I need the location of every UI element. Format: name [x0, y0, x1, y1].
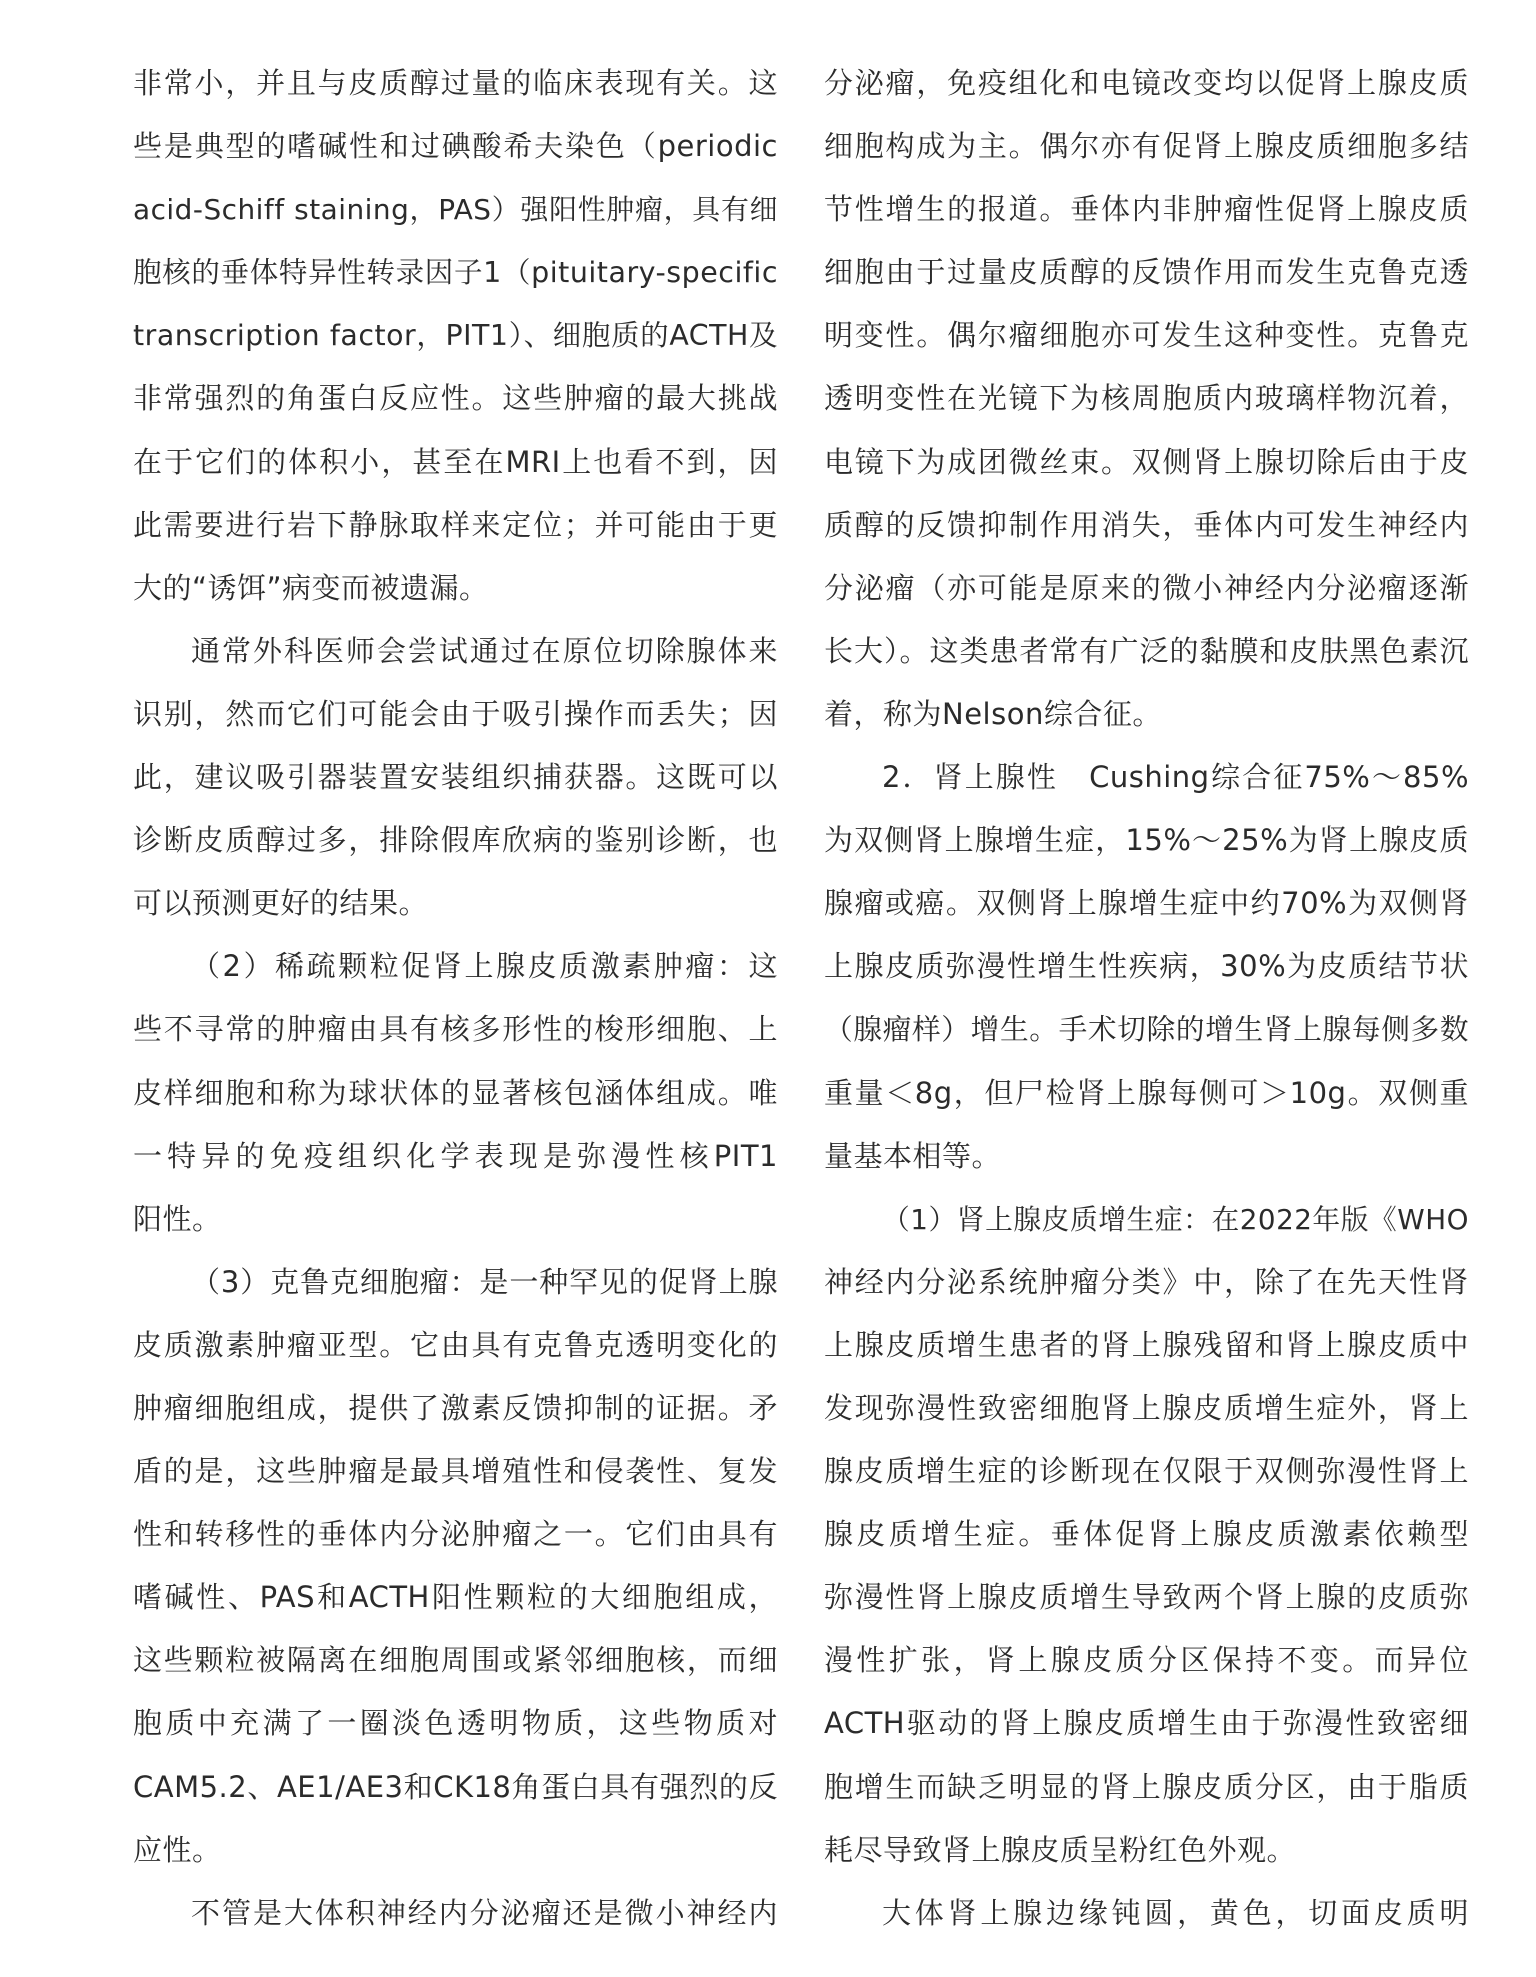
text-line: 长大）。这类患者常有广泛的黏膜和皮肤黑色素沉 [824, 633, 1469, 668]
text-line: acid-Schiff staining，PAS）强阳性肿瘤，具有细 [133, 193, 778, 227]
text-line: 嗜碱性、PAS和ACTH阳性颗粒的大细胞组成， [133, 1580, 778, 1615]
text-line: 通常外科医师会尝试通过在原位切除腺体来 [191, 633, 778, 668]
text-line: 节性增生的报道。垂体内非肿瘤性促肾上腺皮质 [824, 192, 1469, 227]
text-line: 识别，然而它们可能会由于吸引操作而丢失；因 [133, 696, 778, 731]
text-line: 上腺皮质增生患者的肾上腺残留和肾上腺皮质中 [824, 1327, 1469, 1362]
text-line: transcription factor，PIT1）、细胞质的ACTH及 [133, 319, 778, 353]
text-line: 非常小，并且与皮质醇过量的临床表现有关。这 [133, 66, 778, 100]
text-line: 肿瘤细胞组成，提供了激素反馈抑制的证据。矛 [133, 1390, 778, 1425]
text-line: 细胞构成为主。偶尔亦有促肾上腺皮质细胞多结 [824, 129, 1469, 164]
text-line: 胞质中充满了一圈淡色透明物质，这些物质对 [133, 1706, 778, 1741]
text-line: 分泌瘤（亦可能是原来的微小神经内分泌瘤逐渐 [824, 570, 1469, 605]
text-line: 质醇的反馈抑制作用消失，垂体内可发生神经内 [824, 507, 1469, 542]
text-line: 些是典型的嗜碱性和过碘酸希夫染色（periodic [133, 129, 778, 164]
text-line: 诊断皮质醇过多，排除假库欣病的鉴别诊断，也 [133, 823, 778, 858]
text-line: 可以预测更好的结果。 [133, 886, 429, 921]
text-line: 应性。 [133, 1832, 222, 1867]
text-line: 这些颗粒被隔离在细胞周围或紧邻细胞核，而细 [133, 1643, 778, 1678]
text-line: 量基本相等。 [824, 1138, 1002, 1173]
text-line: 些不寻常的肿瘤由具有核多形性的梭形细胞、上 [133, 1012, 778, 1047]
text-line: ACTH驱动的肾上腺皮质增生由于弥漫性致密细 [824, 1706, 1469, 1741]
text-line: 阳性。 [133, 1201, 222, 1236]
text-line: （腺瘤样）增生。手术切除的增生肾上腺每侧多数 [824, 1012, 1469, 1047]
text-line: 电镜下为成团微丝束。双侧肾上腺切除后由于皮 [824, 444, 1469, 479]
text-line: （2）稀疏颗粒促肾上腺皮质激素肿瘤：这 [191, 949, 778, 984]
text-line: 皮样细胞和称为球状体的显著核包涵体组成。唯 [133, 1075, 778, 1110]
text-line: 此，建议吸引器装置安装组织捕获器。这既可以 [133, 760, 778, 795]
text-line: 2．肾上腺性 Cushing综合征75%～85% [882, 760, 1469, 795]
text-line: 胞增生而缺乏明显的肾上腺皮质分区，由于脂质 [824, 1769, 1469, 1804]
text-line: 着，称为Nelson综合征。 [824, 696, 1162, 731]
text-line: 漫性扩张，肾上腺皮质分区保持不变。而异位 [824, 1643, 1469, 1678]
right-text-column [824, 52, 1469, 1945]
text-line: 透明变性在光镜下为核周胞质内玻璃样物沉着， [824, 381, 1469, 416]
text-line: 腺皮质增生症。垂体促肾上腺皮质激素依赖型 [824, 1517, 1469, 1552]
text-line: 在于它们的体积小，甚至在MRI上也看不到，因 [133, 444, 778, 479]
text-line: 大的“诱饵”病变而被遗漏。 [133, 570, 489, 605]
text-line: 发现弥漫性致密细胞肾上腺皮质增生症外，肾上 [824, 1390, 1469, 1425]
text-line: （3）克鲁克细胞瘤：是一种罕见的促肾上腺 [191, 1264, 778, 1299]
text-line: 神经内分泌系统肿瘤分类》中，除了在先天性肾 [824, 1264, 1469, 1299]
text-line: 皮质激素肿瘤亚型。它由具有克鲁克透明变化的 [133, 1327, 778, 1362]
text-line: 腺皮质增生症的诊断现在仅限于双侧弥漫性肾上 [824, 1454, 1469, 1489]
text-line: 大体肾上腺边缘钝圆，黄色，切面皮质明 [882, 1895, 1469, 1930]
text-line: 不管是大体积神经内分泌瘤还是微小神经内 [191, 1895, 778, 1930]
text-line: 一特异的免疫组织化学表现是弥漫性核PIT1 [133, 1138, 778, 1173]
left-text-column [133, 52, 778, 1945]
text-line: 为双侧肾上腺增生症，15%～25%为肾上腺皮质 [824, 823, 1469, 858]
text-line: 此需要进行岩下静脉取样来定位；并可能由于更 [133, 507, 778, 542]
text-line: 耗尽导致肾上腺皮质呈粉红色外观。 [824, 1832, 1297, 1867]
text-line: 性和转移性的垂体内分泌肿瘤之一。它们由具有 [133, 1517, 778, 1552]
text-line: 分泌瘤，免疫组化和电镜改变均以促肾上腺皮质 [824, 66, 1469, 100]
text-line: 重量＜8g，但尸检肾上腺每侧可＞10g。双侧重 [824, 1075, 1469, 1110]
text-line: 盾的是，这些肿瘤是最具增殖性和侵袭性、复发 [133, 1454, 778, 1489]
text-line: 胞核的垂体特异性转录因子1（pituitary-specific [133, 256, 778, 290]
text-line: 上腺皮质弥漫性增生性疾病，30%为皮质结节状 [824, 949, 1469, 984]
text-line: CAM5.2、AE1/AE3和CK18角蛋白具有强烈的反 [133, 1769, 778, 1804]
text-line: 非常强烈的角蛋白反应性。这些肿瘤的最大挑战 [133, 381, 778, 416]
text-line: 弥漫性肾上腺皮质增生导致两个肾上腺的皮质弥 [824, 1580, 1469, 1615]
text-line: 细胞由于过量皮质醇的反馈作用而发生克鲁克透 [824, 255, 1469, 290]
text-line: （1）肾上腺皮质增生症：在2022年版《WHO [882, 1202, 1469, 1236]
text-line: 腺瘤或癌。双侧肾上腺增生症中约70%为双侧肾 [824, 886, 1469, 921]
text-line: 明变性。偶尔瘤细胞亦可发生这种变性。克鲁克 [824, 318, 1469, 353]
